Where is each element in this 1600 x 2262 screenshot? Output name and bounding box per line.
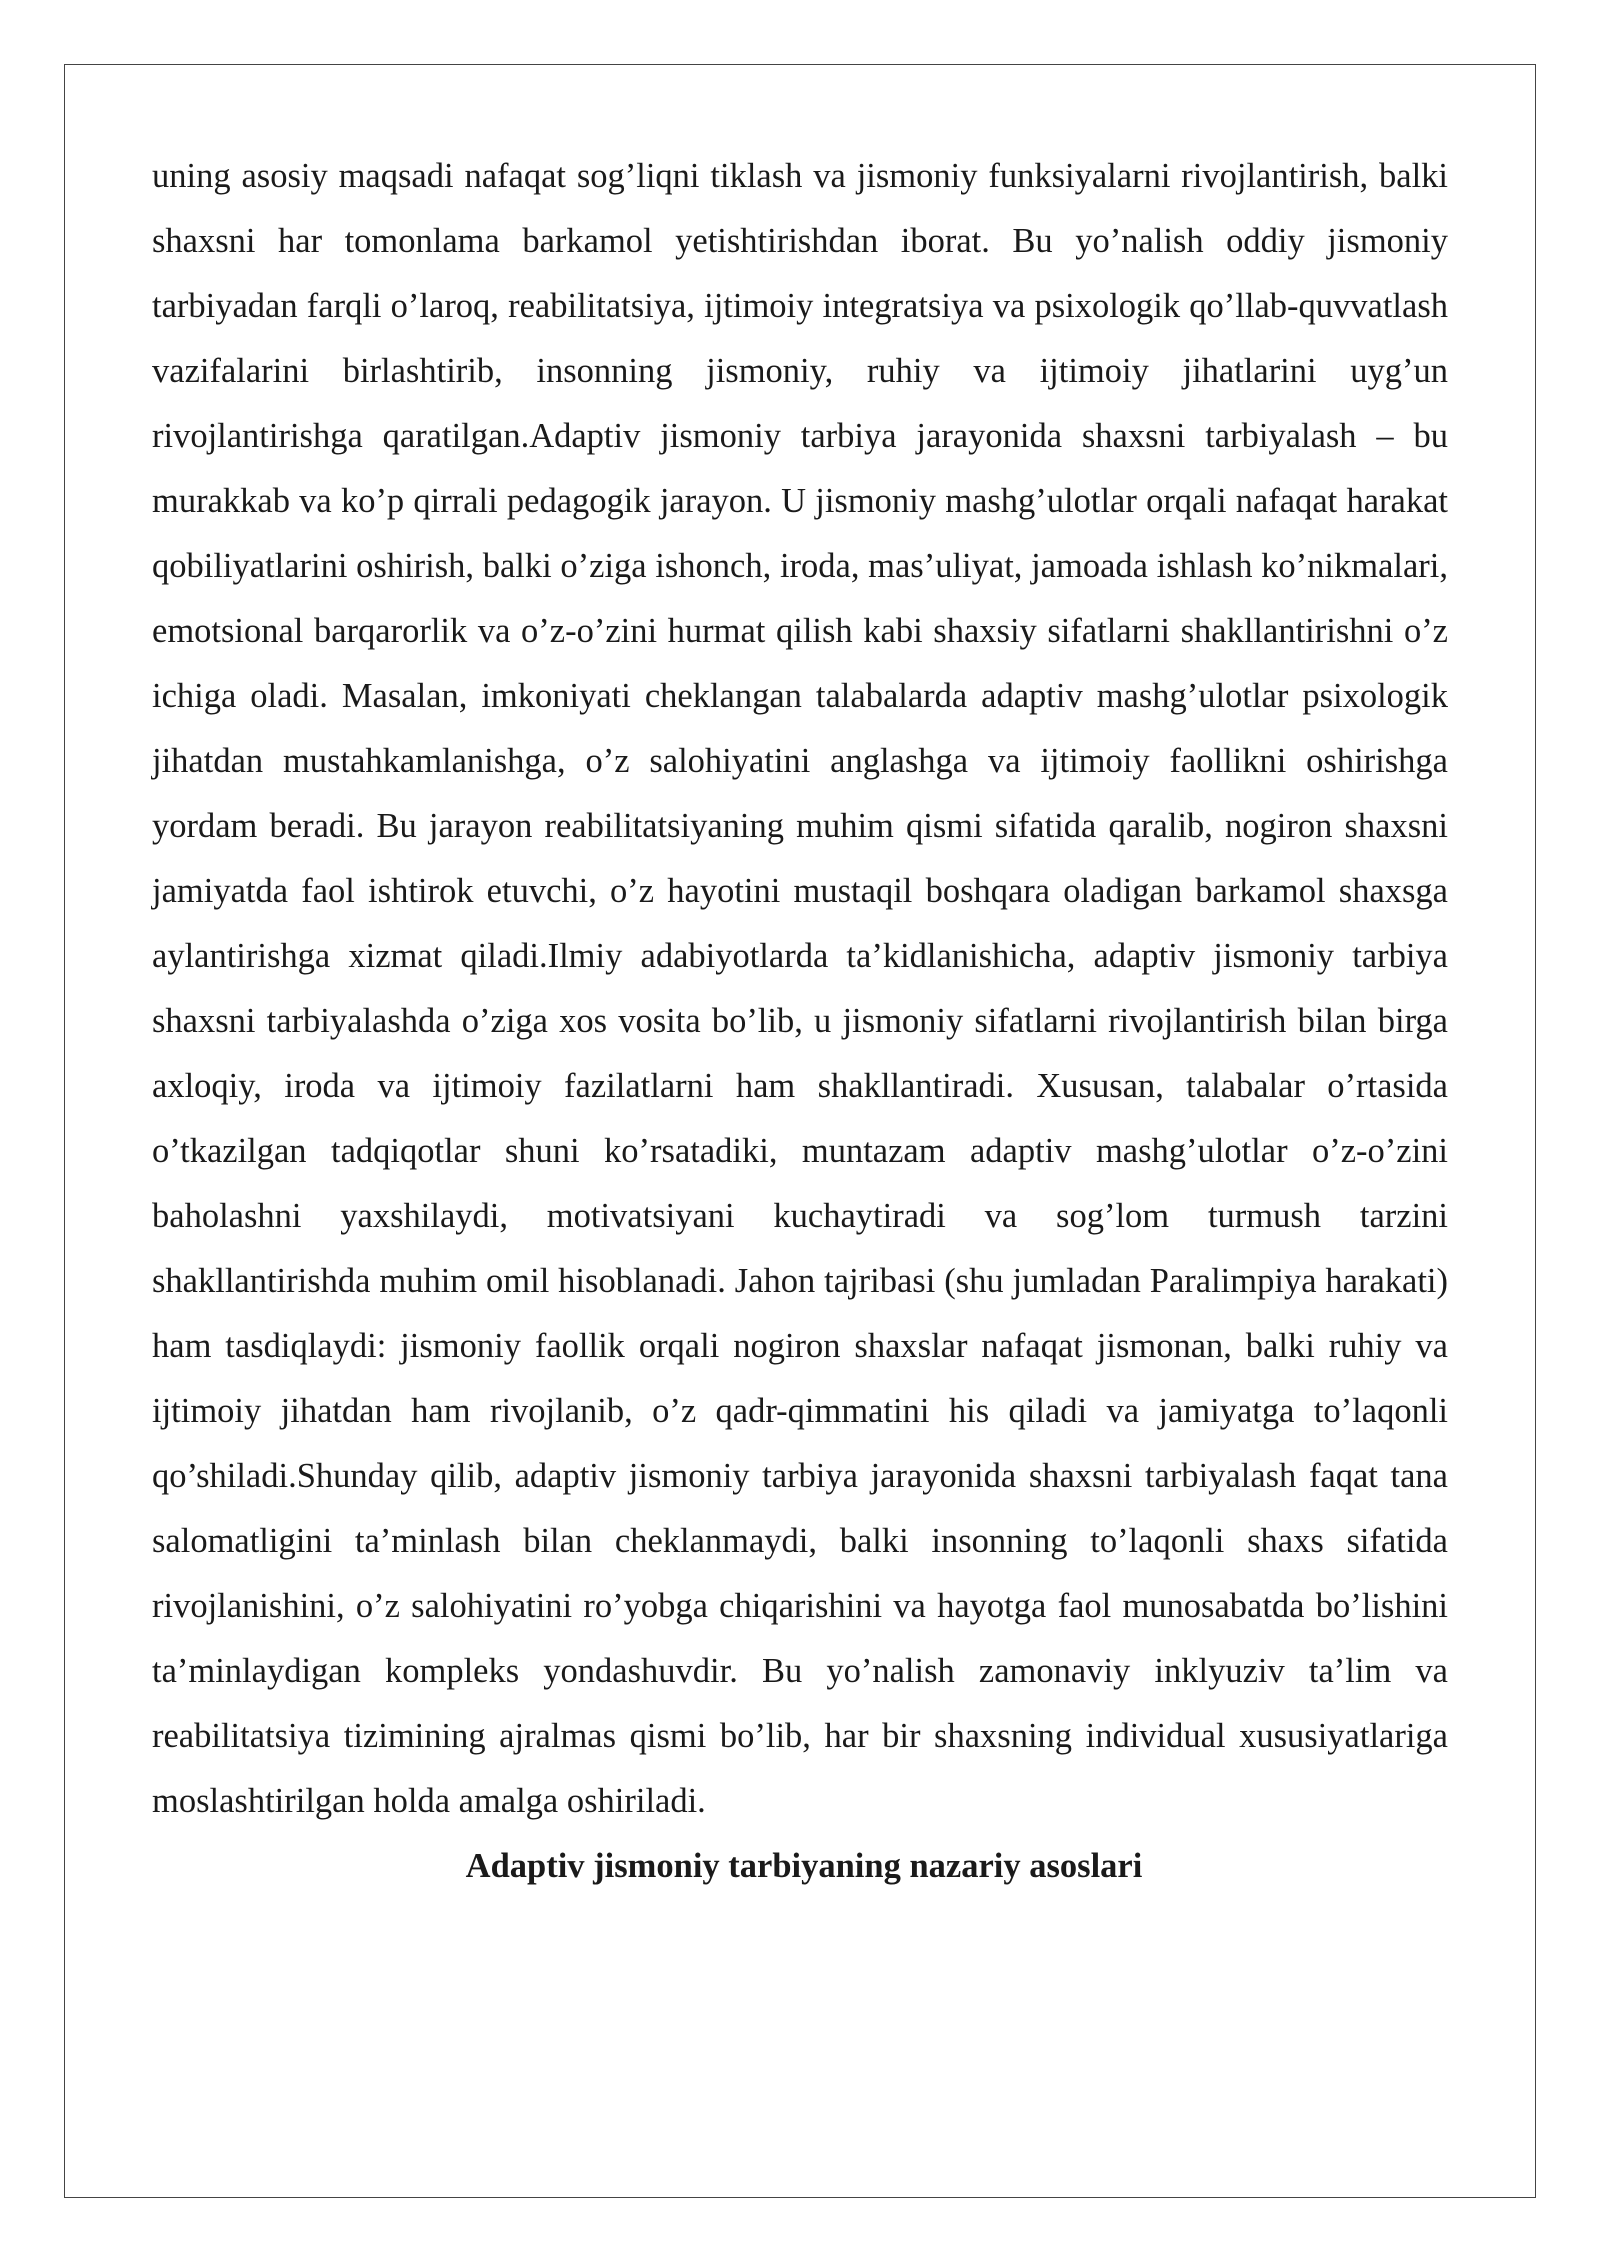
section-heading: Adaptiv jismoniy tarbiyaning nazariy asoslari (465, 1847, 1143, 1885)
page-content (152, 144, 1448, 1899)
body-paragraph: uning asosiy maqsadi nafaqat sog’liqni tiklash va jismoniy funksiyalarni rivojlantirish, balki shaxsni har tomonlama barkamol yetishtirishdan iborat. Bu yo’nalish oddiy jismoniy tarbiyadan farqli o’laroq, reabilitatsiya, ijtimoiy integratsiya va psixologik qo’llab-quvvatlash vazifalarini birlashtirib, insonning jismoniy, ruhiy va ijtimoiy jihatlarini uyg’un rivojlantirishga qaratilgan.Adaptiv jismoniy tarbiya jarayonida shaxsni tarbiyalash – bu murakkab va ko’p qirrali pedagogik jarayon. U jismoniy mashg’ulotlar orqali nafaqat harakat qobiliyatlarini oshirish, balki o’ziga ishonch, iroda, mas’uliyat, jamoada ishlash ko’nikmalari, emotsional barqarorlik va o’z-o’zini hurmat qilish kabi shaxsiy sifatlarni shakllantirishni o’z ichiga oladi. Masalan, imkoniyati cheklangan talabalarda adaptiv mashg’ulotlar psixologik jihatdan mustahkamlanishga, o’z salohiyatini anglashga va ijtimoiy faollikni oshirishga yordam beradi. Bu jarayon reabilitatsiyaning muhim qismi sifatida qaralib, nogiron shaxsni jamiyatda faol ishtirok etuvchi, o’z hayotini mustaqil boshqara oladigan barkamol shaxsga aylantirishga xizmat qiladi.Ilmiy adabiyotlarda ta’kidlanishicha, adaptiv jismoniy tarbiya shaxsni tarbiyalashda o’ziga xos vosita bo’lib, u jismoniy sifatlarni rivojlantirish bilan birga axloqiy, iroda va ijtimoiy fazilatlarni ham shakllantiradi. Xususan, talabalar o’rtasida o’tkazilgan tadqiqotlar shuni ko’rsatadiki, muntazam adaptiv mashg’ulotlar o’z-o’zini baholashni yaxshilaydi, motivatsiyani kuchaytiradi va sog’lom turmush tarzini shakllantirishda muhim omil hisoblanadi. Jahon tajribasi (shu jumladan Paralimpiya harakati) ham tasdiqlaydi: jismoniy faollik orqali nogiron shaxslar nafaqat jismonan, balki ruhiy va ijtimoiy jihatdan ham rivojlanib, o’z qadr-qimmatini his qiladi va jamiyatga to’laqonli qo’shiladi.Shunday qilib, adaptiv jismoniy tarbiya jarayonida shaxsni tarbiyalash faqat tana salomatligini ta’minlash bilan cheklanmaydi, balki insonning to’laqonli shaxs sifatida rivojlanishini, o’z salohiyatini ro’yobga chiqarishini va hayotga faol munosabatda bo’lishini ta’minlaydigan kompleks yondashuvdir. Bu yo’nalish zamonaviy inklyuziv ta’lim va reabilitatsiya tizimining ajralmas qismi bo’lib, har bir shaxsning individual xususiyatlariga moslashtirilgan holda amalga oshiriladi. (152, 157, 1448, 1820)
